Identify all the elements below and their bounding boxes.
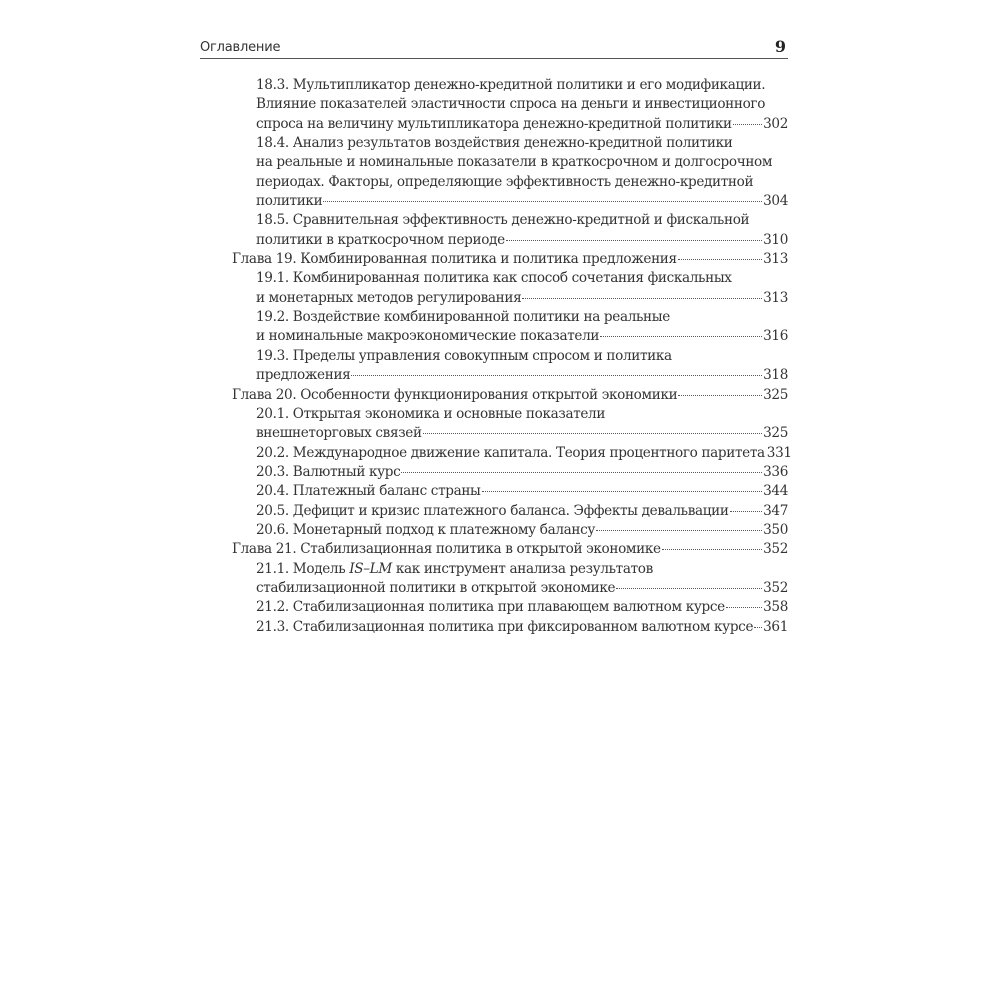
dot-leader <box>678 259 762 260</box>
toc-page-number: 358 <box>763 599 788 616</box>
dot-leader <box>754 627 762 628</box>
toc-section-entry <box>232 444 792 463</box>
toc-page-number: 304 <box>763 193 788 210</box>
dot-leader <box>730 511 762 512</box>
toc-section-entry <box>232 308 788 347</box>
toc-entry-title: и монетарных методов регулирования <box>256 289 522 306</box>
toc-page-number: 350 <box>763 521 788 538</box>
toc-entry-leader-line[interactable] <box>256 579 788 598</box>
toc-entry-title: 20.3. Валютный курс <box>256 463 401 480</box>
toc-chapter-entry <box>232 540 788 559</box>
toc-page-number: 325 <box>763 386 788 403</box>
toc-section-entry <box>232 269 788 308</box>
toc-entry-title: 20.6. Монетарный подход к платежному балансу <box>256 521 595 538</box>
toc-chapter-entry <box>232 250 788 269</box>
dot-leader <box>662 549 762 550</box>
toc-section-entry <box>232 560 788 599</box>
toc-page-number: 347 <box>763 502 788 519</box>
toc-entry-leader-line[interactable] <box>256 289 788 308</box>
dot-leader <box>351 375 762 376</box>
toc-entry-title: Глава 19. Комбинированная политика и политика предложения <box>232 251 677 268</box>
toc-section-entry <box>232 347 788 386</box>
toc-entry-title: 21.3. Стабилизационная политика при фиксированном валютном курсе <box>256 618 754 635</box>
toc-entry-leader-line[interactable] <box>256 482 788 501</box>
toc-section-entry <box>232 134 788 211</box>
dot-leader <box>726 607 762 608</box>
toc-entry-title: 20.5. Дефицит и кризис платежного баланса. Эффекты девальвации <box>256 502 729 519</box>
dot-leader <box>616 588 762 589</box>
toc-entry-leader-line[interactable] <box>256 327 788 346</box>
toc-entry-leader-line[interactable] <box>256 424 788 443</box>
toc-page-number: 313 <box>763 289 788 306</box>
toc-entry-title: 20.4. Платежный баланс страны <box>256 483 481 500</box>
toc-entry-leader-line[interactable] <box>256 598 788 617</box>
toc-entry-title: 21.2. Стабилизационная политика при плавающем валютном курсе <box>256 599 725 616</box>
toc-entry-leader-line[interactable] <box>256 521 788 540</box>
toc-entry-leader-line[interactable] <box>256 115 788 134</box>
toc-entry-line: 19.2. Воздействие комбинированной политики на реальные <box>256 309 670 326</box>
toc-page-number: 352 <box>763 579 788 596</box>
toc-entry-text: как инструмент анализа результатов <box>391 560 653 577</box>
toc-section-entry <box>232 598 788 617</box>
toc-section-entry <box>232 502 788 521</box>
dot-leader <box>401 472 762 473</box>
toc-entry-title: Глава 20. Особенности функционирования открытой экономики <box>232 386 678 403</box>
toc-entry-title: предложения <box>256 367 351 384</box>
toc-entry-leader-line[interactable] <box>232 386 788 405</box>
toc-section-entry <box>232 618 788 637</box>
toc-page-number: 361 <box>763 618 788 635</box>
page-number: 9 <box>774 37 786 56</box>
toc-entry-line: на реальные и номинальные показатели в краткосрочном и долгосрочном <box>256 154 773 171</box>
toc-entry-text: 21.1. Модель <box>256 560 350 577</box>
toc-entry-leader-line[interactable] <box>256 463 788 482</box>
toc-section-entry <box>232 405 788 444</box>
toc-entry-title: политики в краткосрочном периоде <box>256 231 505 248</box>
toc-entry-title: внешнеторговых связей <box>256 425 422 442</box>
toc-entry-title: Глава 21. Стабилизационная политика в открытой экономике <box>232 541 661 558</box>
toc-entry-line: 19.1. Комбинированная политика как способ сочетания фискальных <box>256 270 732 287</box>
toc-entry-title: спроса на величину мультипликатора денежно-кредитной политики <box>256 115 732 132</box>
toc-entry-title: и номинальные макроэкономические показатели <box>256 328 600 345</box>
toc-entry-leader-line[interactable] <box>232 250 788 269</box>
table-of-contents <box>232 76 792 637</box>
toc-page-number: 344 <box>763 483 788 500</box>
toc-entry-line: 18.5. Сравнительная эффективность денежно-кредитной и фискальной <box>256 212 750 229</box>
toc-entry-line: Влияние показателей эластичности спроса на деньги и инвестиционного <box>256 96 766 113</box>
toc-entry-title: политики <box>256 193 323 210</box>
dot-leader <box>482 491 763 492</box>
toc-entry-leader-line[interactable] <box>256 502 788 521</box>
dot-leader <box>733 124 762 125</box>
toc-entry-line: 18.4. Анализ результатов воздействия денежно-кредитной политики <box>256 135 733 152</box>
toc-entry-line: 18.3. Мультипликатор денежно-кредитной политики и его модификации. <box>256 77 766 93</box>
toc-page-number: 318 <box>763 367 788 384</box>
dot-leader <box>522 298 762 299</box>
toc-page-number: 336 <box>763 463 788 480</box>
dot-leader <box>600 336 762 337</box>
toc-section-entry <box>232 211 788 250</box>
toc-entry-leader-line[interactable] <box>256 231 788 250</box>
toc-entry-line <box>256 560 788 579</box>
toc-page-number: 316 <box>763 328 788 345</box>
toc-entry-leader-line[interactable] <box>256 192 788 211</box>
dot-leader <box>323 201 762 202</box>
toc-page-number: 313 <box>763 251 788 268</box>
toc-entry-leader-line[interactable] <box>256 444 792 463</box>
toc-section-entry <box>232 521 788 540</box>
toc-section-entry <box>232 463 788 482</box>
dot-leader <box>596 530 762 531</box>
toc-page-number: 352 <box>763 541 788 558</box>
toc-page-number: 310 <box>763 231 788 248</box>
dot-leader <box>506 240 762 241</box>
toc-entry-leader-line[interactable] <box>256 618 788 637</box>
toc-section-entry <box>232 76 788 134</box>
toc-entry-title: стабилизационной политики в открытой экономике <box>256 579 616 596</box>
dot-leader <box>423 433 762 434</box>
running-head-title: Оглавление <box>200 40 281 55</box>
toc-entry-leader-line[interactable] <box>232 540 788 559</box>
toc-page-number: 302 <box>763 115 788 132</box>
toc-entry-line: периодах. Факторы, определяющие эффективность денежно-кредитной <box>256 173 754 190</box>
toc-chapter-entry <box>232 386 788 405</box>
toc-entry-italic-text: IS–LM <box>349 560 392 577</box>
dot-leader <box>678 395 762 396</box>
toc-entry-line: 19.3. Пределы управления совокупным спросом и политика <box>256 347 672 364</box>
toc-entry-leader-line[interactable] <box>256 366 788 385</box>
toc-section-entry <box>232 482 788 501</box>
toc-entry-line: 20.1. Открытая экономика и основные показатели <box>256 405 606 422</box>
toc-page-number: 331 <box>766 444 792 461</box>
toc-entry-title: 20.2. Международное движение капитала. Теория процентного паритета <box>256 444 765 461</box>
toc-page-number: 325 <box>763 425 788 442</box>
running-head <box>200 38 788 59</box>
